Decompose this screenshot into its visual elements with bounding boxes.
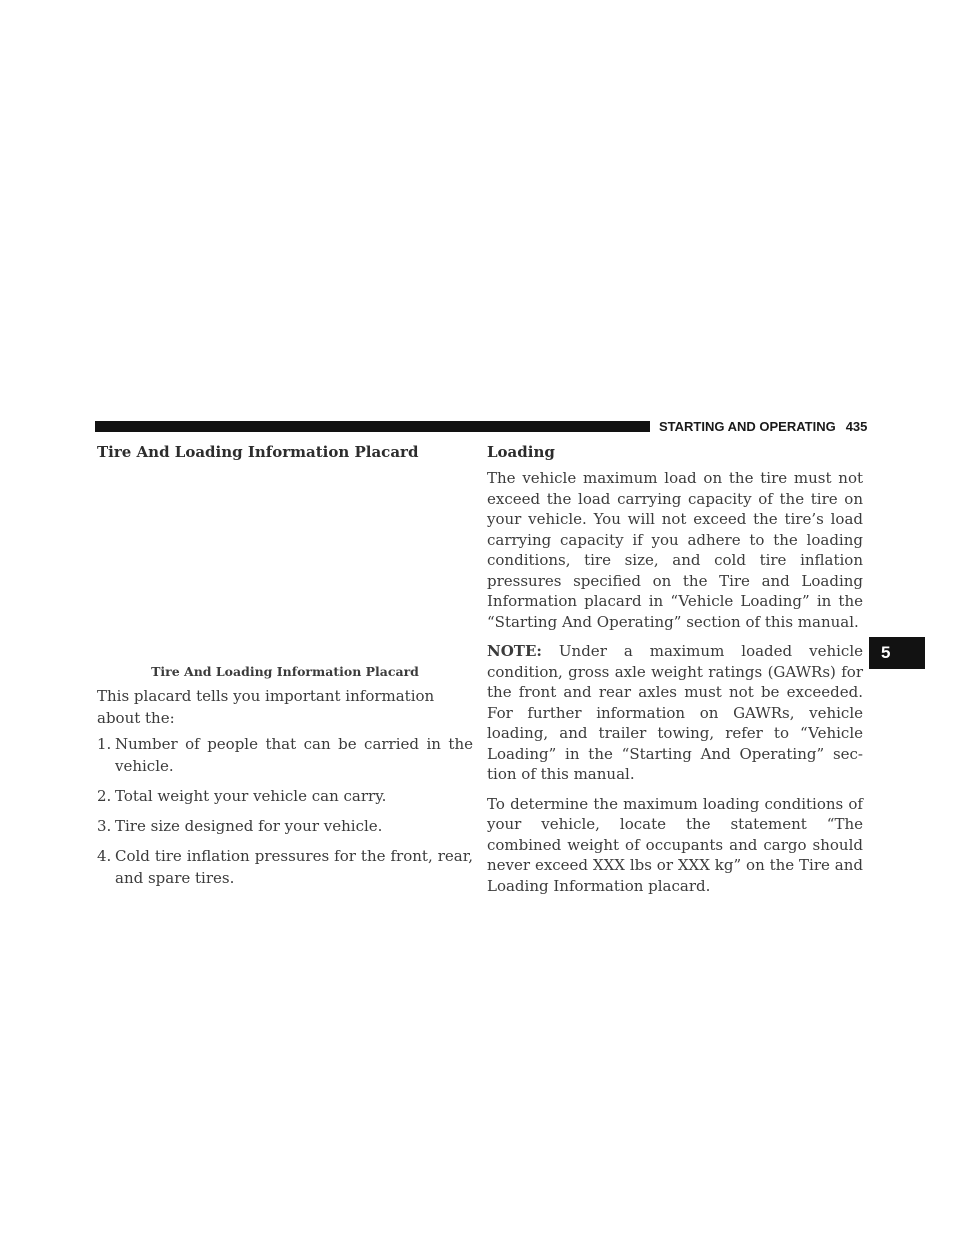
placard-items-list: [97, 733, 473, 889]
max-loading-paragraph: To determine the maximum loading conditions of your vehicle, locate the statement “The combined weight of occupants and cargo should never exceed XXX lbs or XXX kg” on the Tire and Loading Information placard.: [487, 794, 863, 895]
chapter-tab: 5: [869, 637, 925, 669]
list-item-text: Total weight your vehicle can carry.: [115, 787, 387, 805]
note-label: NOTE:: [487, 642, 542, 660]
placard-intro: This placard tells you important information about the:: [97, 687, 435, 727]
list-item-number: 2.: [97, 787, 112, 805]
list-item: [97, 845, 473, 889]
section-title: STARTING AND OPERATING: [659, 419, 836, 434]
list-item-text: Number of people that can be carried in the vehicle.: [115, 735, 473, 775]
page-number: 435: [845, 419, 868, 434]
list-item-number: 4.: [97, 847, 112, 865]
loading-paragraph: The vehicle maximum load on the tire must not exceed the load carrying capacity of the tire on your vehicle. You will not exceed the tire’s load carrying capacity if you adhere to the loading conditions, tire size, and cold tire inflation pressures specified on the Tire and Loading Information placard in “Vehicle Loading” in the “Starting And Operating” section of this manual.: [487, 469, 863, 631]
right-column: [487, 441, 863, 905]
list-item: [97, 815, 473, 837]
note-text: Under a maximum loaded vehicle condition, gross axle weight ratings (GAWRs) for the front and rear axles must not be exceeded. For further information on GAWRs, vehicle loading, and trailer towing, refer to “Vehicle Loading” in the “Starting And Operating” sec-tion of this manual.: [487, 642, 863, 783]
running-header: [659, 419, 867, 434]
placard-figure: [97, 463, 473, 663]
list-item-text: Tire size designed for your vehicle.: [115, 817, 383, 835]
list-item-text: Cold tire inflation pressures for the front, rear, and spare tires.: [115, 847, 473, 887]
list-item: [97, 733, 473, 777]
list-item: [97, 785, 473, 807]
list-item-number: 1.: [97, 735, 112, 753]
list-item-number: 3.: [97, 817, 112, 835]
header-rule: [95, 421, 650, 432]
note-paragraph: [487, 641, 863, 785]
figure-caption: Tire And Loading Information Placard: [151, 664, 419, 679]
placard-heading: Tire And Loading Information Placard: [97, 443, 419, 461]
left-column: [97, 441, 473, 897]
loading-heading: Loading: [487, 443, 555, 461]
